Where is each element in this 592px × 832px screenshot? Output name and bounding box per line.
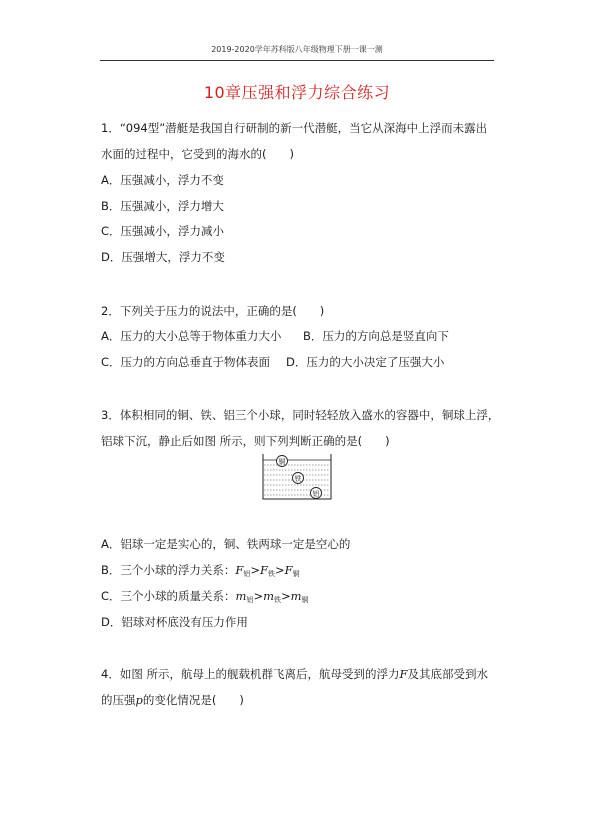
q3-option-c xyxy=(101,589,309,607)
q3-option-d: D．铝球对杯底没有压力作用 xyxy=(101,615,248,629)
q3-option-c-var-2: m xyxy=(263,589,274,603)
q1-option-c: C．压强减小，浮力减小 xyxy=(101,224,225,238)
q4-var-p: p xyxy=(135,693,143,707)
q3-option-b-rel-1: > xyxy=(250,563,261,577)
q1-stem-line2: 水面的过程中，它受到的海水的( ) xyxy=(101,147,294,161)
q3-option-c-rel-1: > xyxy=(253,589,264,603)
q3-stem-line1: 3．体积相同的铜、铁、铝三个小球，同时轻轻放入盛水的容器中，铜球上浮， xyxy=(101,408,500,422)
aluminum-ball-label: 铝 xyxy=(312,490,320,498)
q1-stem-line1: 1．“094型”潜艇是我国自行研制的新一代潜艇，当它从深海中上浮而未露出 xyxy=(101,121,488,135)
q2-stem: 2．下列关于压力的说法中，正确的是( ) xyxy=(101,304,325,318)
q3-option-a: A．铝球一定是实心的，铜、铁两球一定是空心的 xyxy=(101,537,351,551)
q3-option-b-sub-3: 铜 xyxy=(292,570,300,578)
q3-option-c-sub-3: 铜 xyxy=(301,596,309,604)
q3-option-c-sub-1: 铝 xyxy=(246,596,254,604)
q3-option-b-var-3: F xyxy=(284,563,293,577)
q4-stem-line1 xyxy=(101,667,488,681)
q4-var-f: F xyxy=(399,667,408,681)
iron-ball-label: 铁 xyxy=(294,475,302,483)
q3-option-c-sub-2: 铁 xyxy=(273,596,281,604)
q4-stem-line2 xyxy=(101,693,244,707)
q3-option-b-sub-2: 铁 xyxy=(268,570,275,578)
q1-option-b: B．压强减小，浮力增大 xyxy=(101,199,224,213)
document-title: 10章压强和浮力综合练习 xyxy=(203,83,391,102)
q3-stem-line2: 铝球下沉，静止后如图 所示，则下列判断正确的是( ) xyxy=(101,434,390,448)
q4-stem-line1-a: 4．如图 所示，航母上的舰载机群飞离后，航母受到的浮力 xyxy=(101,667,400,681)
q2-option-a: A．压力的大小总等于物体重力大小 xyxy=(101,329,282,343)
q3-option-b-var-2: F xyxy=(260,563,268,577)
q1-option-d: D．压强增大，浮力不变 xyxy=(101,250,225,264)
q3-option-c-var-1: m xyxy=(235,589,247,603)
page-header: 2019-2020学年苏科版八年级物理下册一课一测 xyxy=(211,45,383,54)
q3-option-c-var-3: m xyxy=(290,589,302,603)
q3-option-c-prefix: C．三个小球的质量关系： xyxy=(101,589,236,603)
q3-option-b-prefix: B．三个小球的浮力关系： xyxy=(101,563,236,577)
q3-option-b-rel-2: > xyxy=(275,563,285,577)
q3-option-c-rel-2: > xyxy=(280,589,291,603)
q4-stem-line2-b: 的变化情况是( ) xyxy=(142,693,244,707)
q2-option-c: C．压力的方向总垂直于物体表面 xyxy=(101,355,271,369)
q3-option-b-var-1: F xyxy=(235,563,244,577)
copper-ball-label: 铜 xyxy=(278,458,286,466)
q1-option-a: A．压强减小，浮力不变 xyxy=(101,173,224,187)
header-rule xyxy=(100,60,494,61)
q4-stem-line2-a: 的压强 xyxy=(101,693,136,707)
q2-option-b: B．压力的方向总是竖直向下 xyxy=(303,329,449,343)
q3-option-b xyxy=(101,563,300,581)
q2-option-d: D．压力的大小决定了压强大小 xyxy=(286,355,445,369)
three-balls-in-water-figure xyxy=(262,454,332,500)
q4-stem-line1-b: 及其底部受到水 xyxy=(407,667,488,681)
q3-option-b-sub-1: 铝 xyxy=(243,570,251,578)
